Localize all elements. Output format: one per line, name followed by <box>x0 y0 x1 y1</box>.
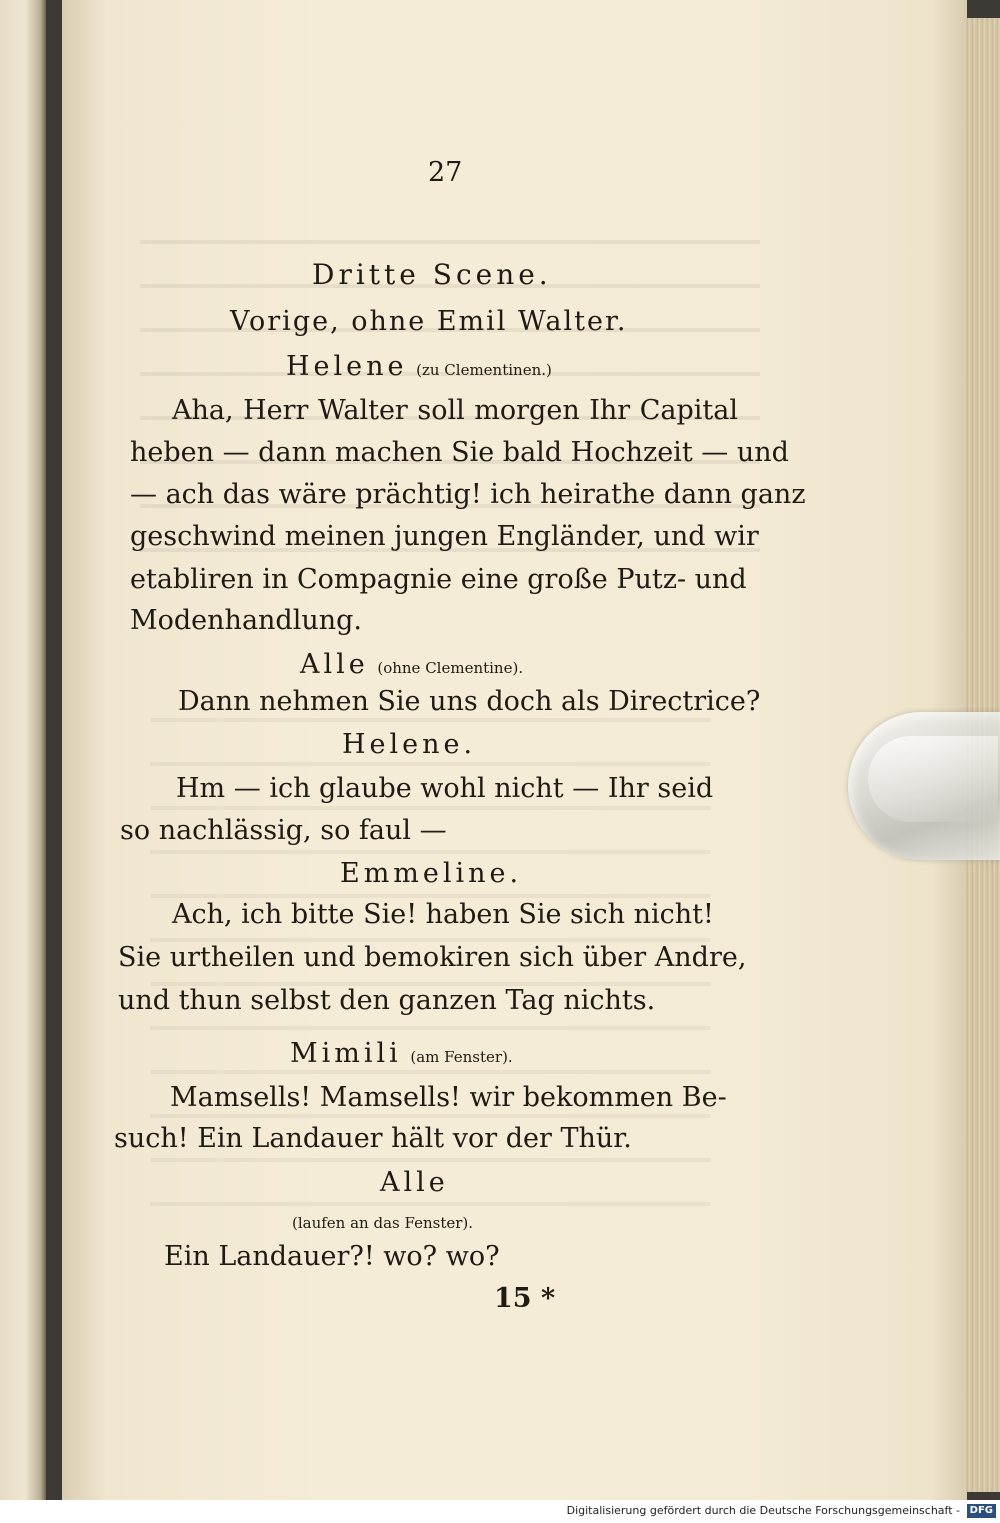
speaker-line <box>286 350 552 387</box>
stage-direction: (laufen an das Fenster). <box>292 1214 474 1232</box>
stage-direction: (am Fenster). <box>410 1048 513 1066</box>
dialogue-line: heben — dann machen Sie bald Hochzeit — und <box>130 437 789 468</box>
speaker-name: Helene <box>286 351 408 382</box>
speaker-name: Mimili <box>290 1038 402 1069</box>
dialogue-line: Ein Landauer?! wo? wo? <box>164 1241 500 1272</box>
speaker-name: Emmeline. <box>340 858 523 889</box>
dialogue-line: Dann nehmen Sie uns doch als Directrice? <box>178 686 761 717</box>
dialogue-line: such! Ein Landauer hält vor der Thür. <box>114 1123 632 1154</box>
dialogue-line: geschwind meinen jungen Engländer, und wir <box>130 521 759 552</box>
dialogue-line: — ach das wäre prächtig! ich heirathe dann ganz <box>130 479 806 510</box>
page-number: 27 <box>428 157 463 188</box>
stage-direction: (zu Clementinen.) <box>416 361 552 379</box>
page-clip <box>848 712 1000 860</box>
dialogue-line: und thun selbst den ganzen Tag nichts. <box>118 985 656 1016</box>
dialogue-line: so nachlässig, so faul — <box>120 815 447 846</box>
speaker-name: Helene. <box>342 729 477 760</box>
dialogue-line: Modenhandlung. <box>130 605 362 636</box>
dialogue-line: Aha, Herr Walter soll morgen Ihr Capital <box>172 395 738 426</box>
speaker-line <box>300 648 523 685</box>
dialogue-line: Mamsells! Mamsells! wir bekommen Be- <box>170 1082 727 1113</box>
stage-direction: (ohne Clementine). <box>377 659 524 677</box>
previous-page-edge <box>0 0 46 1500</box>
signature-mark: 15 * <box>494 1283 556 1314</box>
cast-line: Vorige, ohne Emil Walter. <box>230 306 628 337</box>
footer-bar <box>0 1500 1000 1523</box>
dfg-logo: DFG <box>967 1504 996 1518</box>
scene-heading: Dritte Scene. <box>312 258 552 291</box>
book-page <box>62 0 967 1500</box>
funding-credit: Digitalisierung gefördert durch die Deutsche Forschungsgemeinschaft - <box>566 1504 960 1517</box>
dialogue-line: Ach, ich bitte Sie! haben Sie sich nicht! <box>172 899 714 930</box>
speaker-name: Alle <box>300 649 369 680</box>
speaker-line <box>290 1037 513 1074</box>
dialogue-line: Hm — ich glaube wohl nicht — Ihr seid <box>176 773 714 804</box>
dialogue-line: Sie urtheilen und bemokiren sich über Andre, <box>118 942 747 973</box>
speaker-name: Alle <box>380 1167 449 1198</box>
dialogue-line: etabliren in Compagnie eine große Putz- und <box>130 564 747 595</box>
